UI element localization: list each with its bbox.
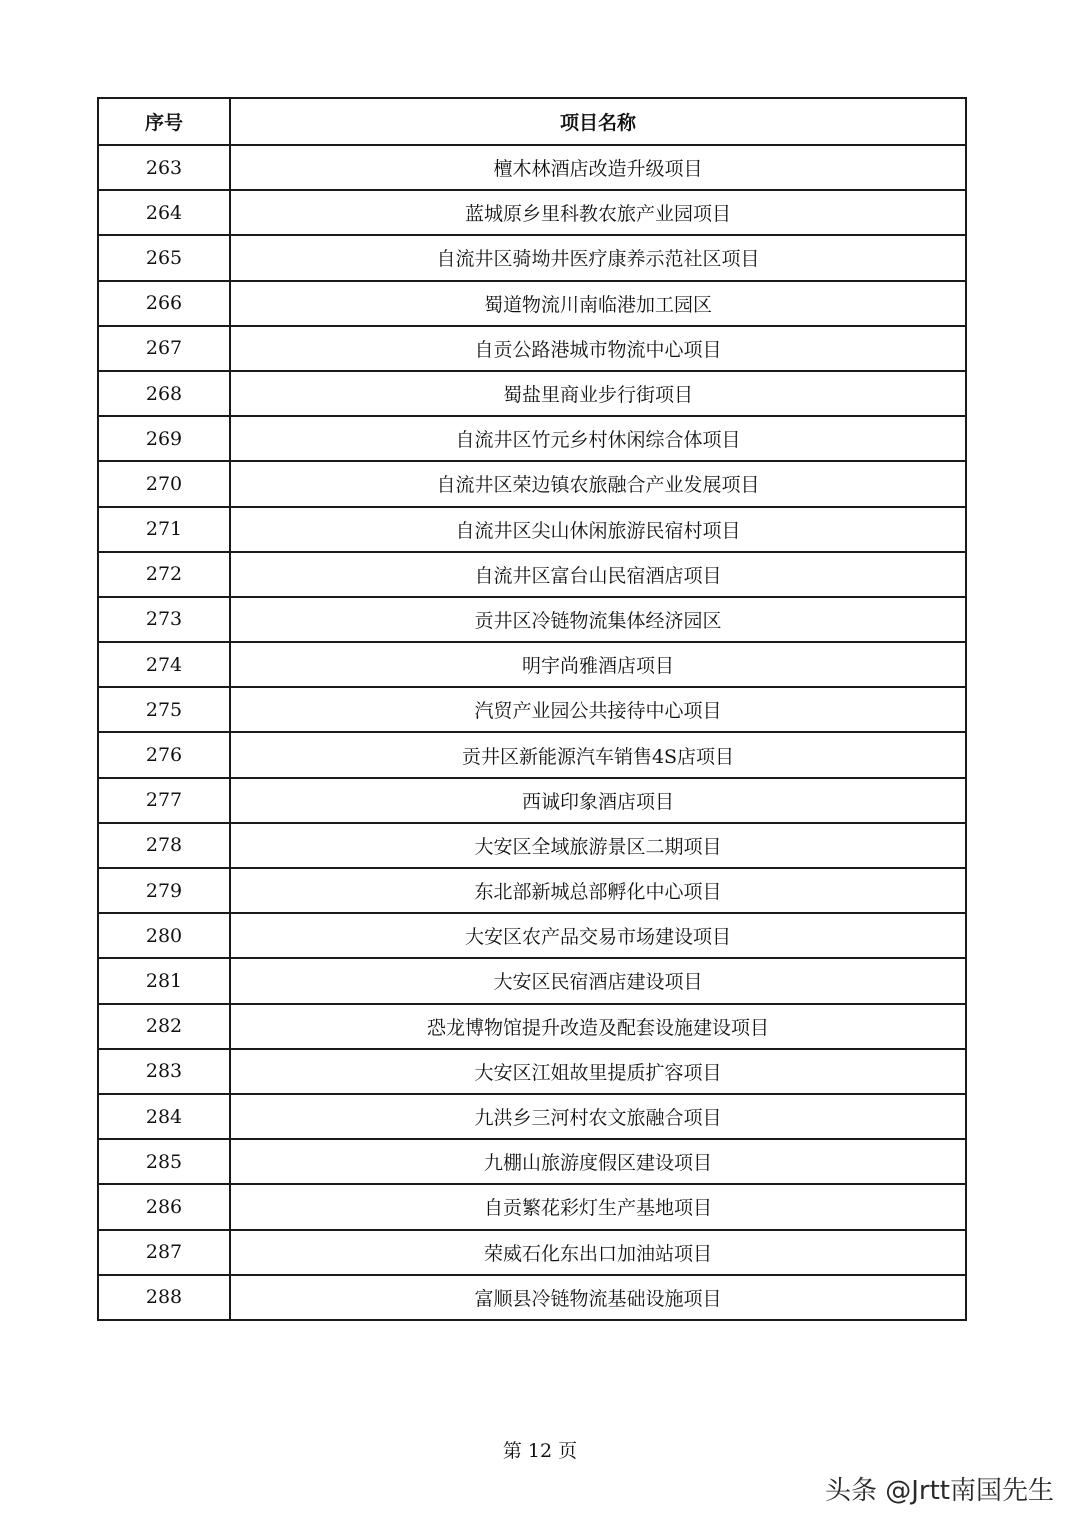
project-name-cell: 檀木林酒店改造升级项目 (230, 145, 966, 190)
project-name-cell: 蓝城原乡里科教农旅产业园项目 (230, 190, 966, 235)
table-row (98, 552, 966, 597)
serial-number-cell: 275 (98, 687, 230, 732)
table-body (98, 145, 966, 1320)
table-row (98, 1004, 966, 1049)
serial-number-cell: 280 (98, 913, 230, 958)
table-row (98, 235, 966, 280)
project-name-cell: 大安区江姐故里提质扩容项目 (230, 1049, 966, 1094)
project-name-cell: 自贡公路港城市物流中心项目 (230, 326, 966, 371)
page-number: 第 12 页 (502, 1440, 578, 1462)
table-row (98, 1139, 966, 1184)
project-name-cell: 明宇尚雅酒店项目 (230, 642, 966, 687)
project-name-cell: 大安区全域旅游景区二期项目 (230, 823, 966, 868)
watermark: 头条 @Jrtt南国先生 (824, 1476, 1054, 1506)
table-row (98, 1275, 966, 1320)
project-name-cell: 恐龙博物馆提升改造及配套设施建设项目 (230, 1004, 966, 1049)
table-row (98, 1049, 966, 1094)
project-name-cell: 西诚印象酒店项目 (230, 778, 966, 823)
table-row (98, 1184, 966, 1229)
serial-number-cell: 274 (98, 642, 230, 687)
serial-number-cell: 286 (98, 1184, 230, 1229)
table-row (98, 461, 966, 506)
table-row (98, 416, 966, 461)
table-row (98, 507, 966, 552)
serial-number-cell: 268 (98, 371, 230, 416)
table-row (98, 732, 966, 777)
project-name-cell: 九洪乡三河村农文旅融合项目 (230, 1094, 966, 1139)
project-name-cell: 大安区农产品交易市场建设项目 (230, 913, 966, 958)
serial-number-cell: 279 (98, 868, 230, 913)
table-row (98, 326, 966, 371)
project-name-cell: 贡井区冷链物流集体经济园区 (230, 597, 966, 642)
serial-number-cell: 288 (98, 1275, 230, 1320)
serial-number-cell: 287 (98, 1230, 230, 1275)
table-header-row (98, 98, 966, 145)
project-name-cell: 蜀道物流川南临港加工园区 (230, 281, 966, 326)
serial-number-cell: 283 (98, 1049, 230, 1094)
table-row (98, 190, 966, 235)
serial-number-cell: 284 (98, 1094, 230, 1139)
project-name-cell: 自贡繁花彩灯生产基地项目 (230, 1184, 966, 1229)
table-row (98, 823, 966, 868)
project-name-cell: 东北部新城总部孵化中心项目 (230, 868, 966, 913)
serial-number-cell: 285 (98, 1139, 230, 1184)
serial-number-cell: 266 (98, 281, 230, 326)
project-name-cell: 富顺县冷链物流基础设施项目 (230, 1275, 966, 1320)
project-name-cell: 九棚山旅游度假区建设项目 (230, 1139, 966, 1184)
project-name-cell: 荣威石化东出口加油站项目 (230, 1230, 966, 1275)
header-serial-number: 序号 (98, 98, 230, 145)
table-row (98, 281, 966, 326)
table-row (98, 642, 966, 687)
table-row (98, 371, 966, 416)
serial-number-cell: 270 (98, 461, 230, 506)
table-row (98, 913, 966, 958)
project-name-cell: 自流井区骑坳井医疗康养示范社区项目 (230, 235, 966, 280)
table-row (98, 145, 966, 190)
project-name-cell: 自流井区富台山民宿酒店项目 (230, 552, 966, 597)
table-row (98, 868, 966, 913)
serial-number-cell: 276 (98, 732, 230, 777)
serial-number-cell: 265 (98, 235, 230, 280)
serial-number-cell: 281 (98, 958, 230, 1003)
table-row (98, 1230, 966, 1275)
table-row (98, 778, 966, 823)
serial-number-cell: 278 (98, 823, 230, 868)
project-name-cell: 贡井区新能源汽车销售4S店项目 (230, 732, 966, 777)
serial-number-cell: 267 (98, 326, 230, 371)
serial-number-cell: 273 (98, 597, 230, 642)
project-table (97, 97, 967, 1321)
serial-number-cell: 277 (98, 778, 230, 823)
serial-number-cell: 282 (98, 1004, 230, 1049)
table-row (98, 958, 966, 1003)
serial-number-cell: 269 (98, 416, 230, 461)
table-row (98, 597, 966, 642)
header-project-name: 项目名称 (230, 98, 966, 145)
table-row (98, 1094, 966, 1139)
serial-number-cell: 272 (98, 552, 230, 597)
serial-number-cell: 263 (98, 145, 230, 190)
project-name-cell: 自流井区荣边镇农旅融合产业发展项目 (230, 461, 966, 506)
project-name-cell: 汽贸产业园公共接待中心项目 (230, 687, 966, 732)
table-row (98, 687, 966, 732)
project-name-cell: 自流井区尖山休闲旅游民宿村项目 (230, 507, 966, 552)
serial-number-cell: 271 (98, 507, 230, 552)
project-name-cell: 大安区民宿酒店建设项目 (230, 958, 966, 1003)
project-name-cell: 蜀盐里商业步行街项目 (230, 371, 966, 416)
project-name-cell: 自流井区竹元乡村休闲综合体项目 (230, 416, 966, 461)
serial-number-cell: 264 (98, 190, 230, 235)
